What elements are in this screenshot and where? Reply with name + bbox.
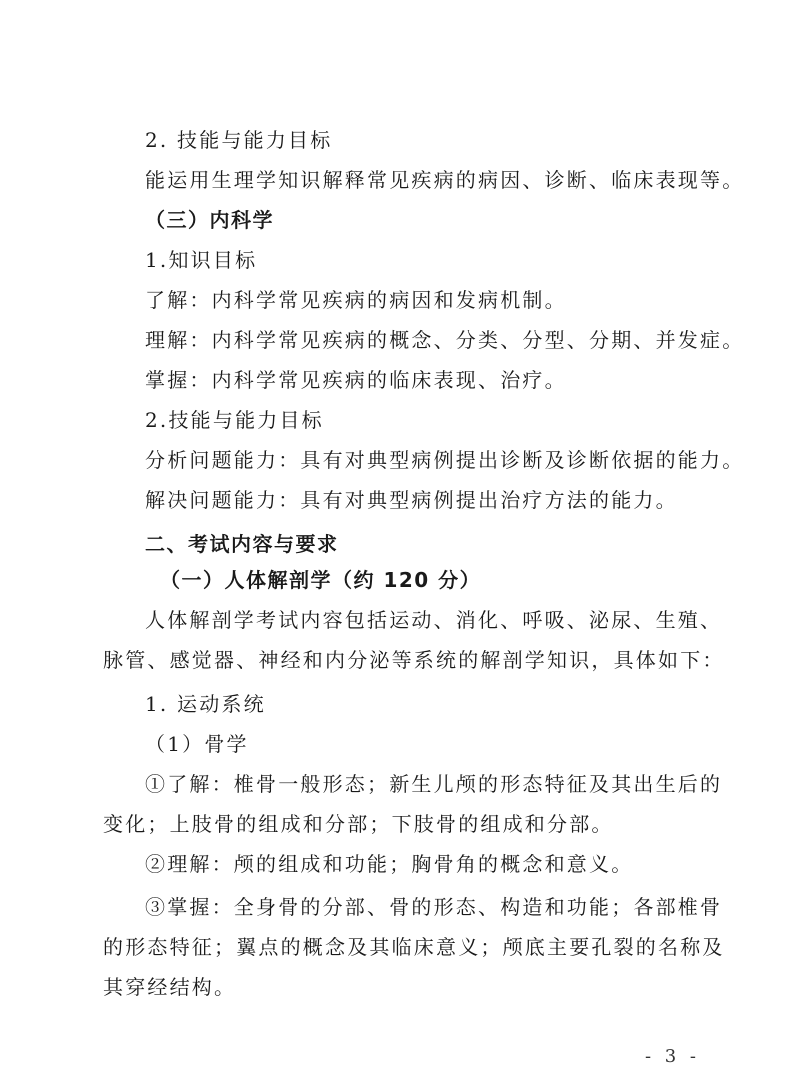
paragraph-line: 理解：内科学常见疾病的概念、分类、分型、分期、并发症。 xyxy=(145,328,745,352)
paragraph-line: 掌握：内科学常见疾病的临床表现、治疗。 xyxy=(145,368,567,392)
paragraph-line: 能运用生理学知识解释常见疾病的病因、诊断、临床表现等。 xyxy=(145,168,745,192)
section-heading: （三）内科学 xyxy=(145,208,274,232)
paragraph-line: 分析问题能力：具有对典型病例提出诊断及诊断依据的能力。 xyxy=(145,448,745,472)
subsection-heading: 2.技能与能力目标 xyxy=(145,408,324,432)
page-number: - 3 - xyxy=(644,1046,700,1067)
paragraph-line: 人体解剖学考试内容包括运动、消化、呼吸、泌尿、生殖、 xyxy=(145,608,723,632)
paragraph-line: 了解：内科学常见疾病的病因和发病机制。 xyxy=(145,288,567,312)
subsection-heading: 1. 运动系统 xyxy=(145,692,266,716)
chapter-heading: 二、考试内容与要求 xyxy=(145,532,339,556)
subsection-heading: 2. 技能与能力目标 xyxy=(145,128,333,152)
paragraph-line: 的形态特征；翼点的概念及其临床意义；颅底主要孔裂的名称及 xyxy=(103,935,725,959)
subsection-heading: （1）骨学 xyxy=(145,732,249,756)
paragraph-line: 变化；上肢骨的组成和分部；下肢骨的组成和分部。 xyxy=(103,812,614,836)
paragraph-line: 解决问题能力：具有对典型病例提出治疗方法的能力。 xyxy=(145,488,678,512)
paragraph-line: 脉管、感觉器、神经和内分泌等系统的解剖学知识，具体如下： xyxy=(103,648,725,672)
subsection-heading: 1.知识目标 xyxy=(145,248,258,272)
paragraph-line: ①了解：椎骨一般形态；新生儿颅的形态特征及其出生后的 xyxy=(145,772,723,796)
paragraph-line: 其穿经结构。 xyxy=(103,975,237,999)
section-heading: （一）人体解剖学（约 120 分） xyxy=(160,568,482,592)
paragraph-line: ②理解：颅的组成和功能；胸骨角的概念和意义。 xyxy=(145,852,634,876)
paragraph-line: ③掌握：全身骨的分部、骨的形态、构造和功能；各部椎骨 xyxy=(145,895,723,919)
